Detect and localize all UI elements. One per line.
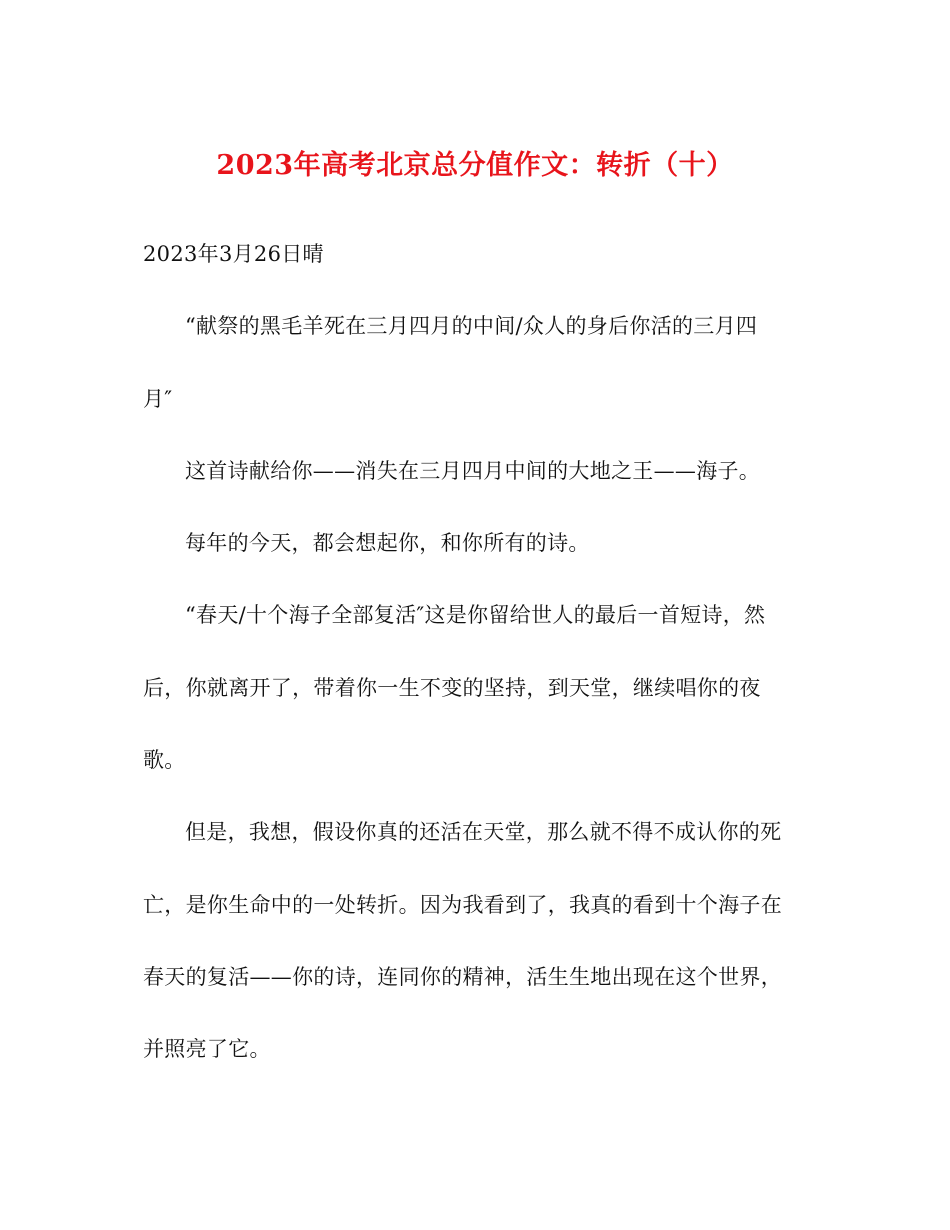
paragraph-line: 春天的复活——你的诗，连同你的精神，活生生地出现在这个世界，	[143, 964, 782, 989]
paragraph-turning-point	[143, 796, 803, 1085]
paragraph-line: 歌。	[143, 748, 186, 773]
paragraph-poem-quote	[143, 290, 803, 435]
paragraph-line: 并照亮了它。	[143, 1037, 271, 1062]
date-line: 2023年3月26日晴	[143, 242, 324, 266]
paragraph-line: 这首诗献给你——消失在三月四月中间的大地之王——海子。	[185, 458, 761, 483]
paragraph-line: “春天/十个海子全部复活″这是你留给世人的最后一首短诗，然	[185, 603, 766, 628]
paragraph-line: 每年的今天，都会想起你，和你所有的诗。	[185, 531, 590, 556]
paragraph-line: “献祭的黑毛羊死在三月四月的中间/众人的身后你活的三月四	[185, 314, 758, 339]
paragraph-line: 亡，是你生命中的一处转折。因为我看到了，我真的看到十个海子在	[143, 892, 782, 917]
document-body	[143, 218, 803, 1086]
document-title: 2023年高考北京总分值作文：转折（十）	[216, 150, 734, 182]
paragraph-last-poem	[143, 579, 803, 796]
paragraph-remembrance	[143, 507, 803, 579]
paragraph-line: 后，你就离开了，带着你一生不变的坚持，到天堂，继续唱你的夜	[143, 675, 761, 700]
paragraph-line: 但是，我想，假设你真的还活在天堂，那么就不得不成认你的死	[185, 820, 782, 845]
paragraph-line: 月″	[143, 386, 173, 411]
paragraph-dedication	[143, 435, 803, 507]
